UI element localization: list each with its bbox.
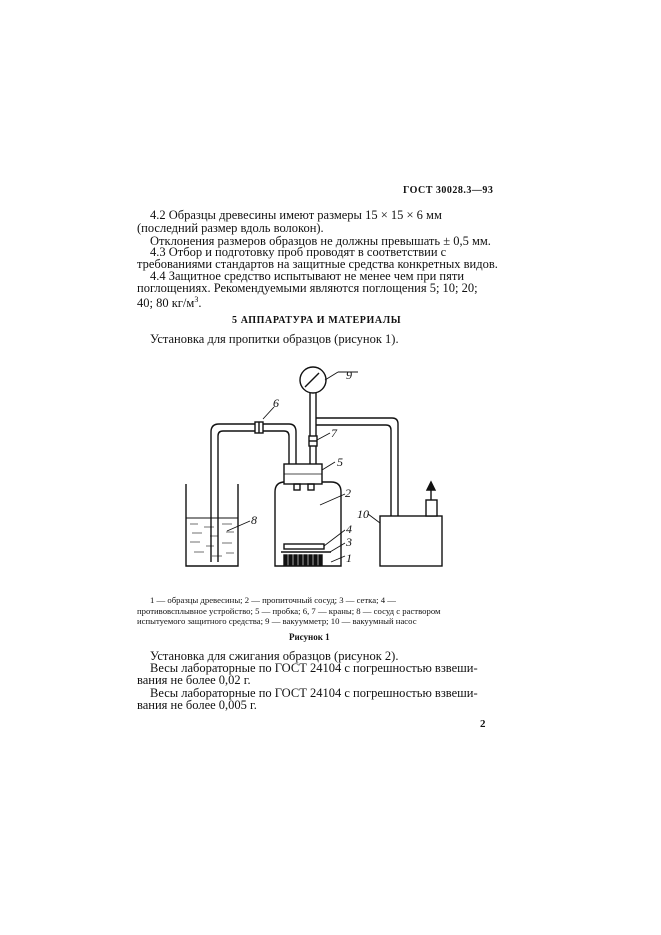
- paragraph-deviation: Отклонения размеров образцов не должны превышать ± 0,5 мм.: [150, 234, 491, 248]
- document-code: ГОСТ 30028.3—93: [403, 185, 494, 196]
- label-2: 2: [345, 486, 351, 500]
- vacuum-gauge: [300, 367, 326, 393]
- vacuum-pump: [380, 482, 442, 566]
- unit-superscript: 3: [194, 295, 199, 304]
- paragraph-4-3-line1: 4.3 Отбор и подготовку проб проводят в соответствии с: [150, 245, 447, 259]
- figure-caption-line3: испытуемого защитного средства; 9 — вакуумметр; 10 — вакуумный насос: [137, 616, 417, 626]
- section-5-title: 5 АППАРАТУРА И МАТЕРИАЛЫ: [232, 315, 402, 326]
- paragraph-4-2-line1: 4.2 Образцы древесины имеют размеры 15 × 15 × 6 мм: [150, 208, 442, 222]
- scales-2-line1: Весы лабораторные по ГОСТ 24104 с погрешностью взвеши-: [150, 686, 478, 700]
- impregnation-vessel: [275, 482, 341, 566]
- label-8: 8: [251, 513, 257, 527]
- page-number: 2: [480, 718, 486, 730]
- label-6: 6: [273, 396, 279, 410]
- paragraph-4-2-line2: (последний размер вдоль волокон).: [137, 221, 324, 235]
- tube-right: [316, 418, 398, 520]
- label-7: 7: [331, 426, 337, 440]
- label-10: 10: [357, 507, 369, 521]
- paragraph-4-4-line2: поглощениях. Рекомендуемыми являются поглощения 5; 10; 20;: [137, 281, 478, 295]
- solution-vessel: [186, 484, 238, 566]
- label-5: 5: [337, 455, 343, 469]
- scales-2-line2: вания не более 0,005 г.: [137, 698, 257, 712]
- label-9: 9: [346, 368, 352, 382]
- stopper: [284, 464, 322, 490]
- paragraph-4-3-line2: требованиями стандартов на защитные средства конкретных видов.: [137, 257, 498, 271]
- section-5-intro: Установка для пропитки образцов (рисунок 1).: [150, 332, 399, 346]
- scales-1-line1: Весы лабораторные по ГОСТ 24104 с погрешностью взвеши-: [150, 661, 478, 675]
- tube-left: [211, 424, 296, 562]
- label-4: 4: [346, 522, 352, 536]
- label-3: 3: [346, 535, 352, 549]
- gauge-tube: [309, 393, 317, 464]
- scales-1-line2: вания не более 0,02 г.: [137, 673, 251, 687]
- figure-title: Рисунок 1: [289, 632, 330, 642]
- wood-samples: [284, 555, 322, 565]
- absorption-values: 40; 80 кг/м: [137, 296, 195, 311]
- float-prevention-device: [284, 544, 324, 549]
- burning-setup-line: Установка для сжигания образцов (рисунок 2).: [150, 649, 399, 663]
- paragraph-4-4-line1: 4.4 Защитное средство испытывают не менее чем при пяти: [150, 269, 465, 283]
- valve-6: [255, 422, 263, 433]
- period: .: [198, 296, 202, 311]
- figure-caption-line2: противовсплывное устройство; 5 — пробка; 6, 7 — краны; 8 — сосуд с раствором: [137, 606, 441, 616]
- figure-caption-line1: 1 — образцы древесины; 2 — пропиточный сосуд; 3 — сетка; 4 —: [150, 595, 396, 605]
- label-1: 1: [346, 551, 352, 565]
